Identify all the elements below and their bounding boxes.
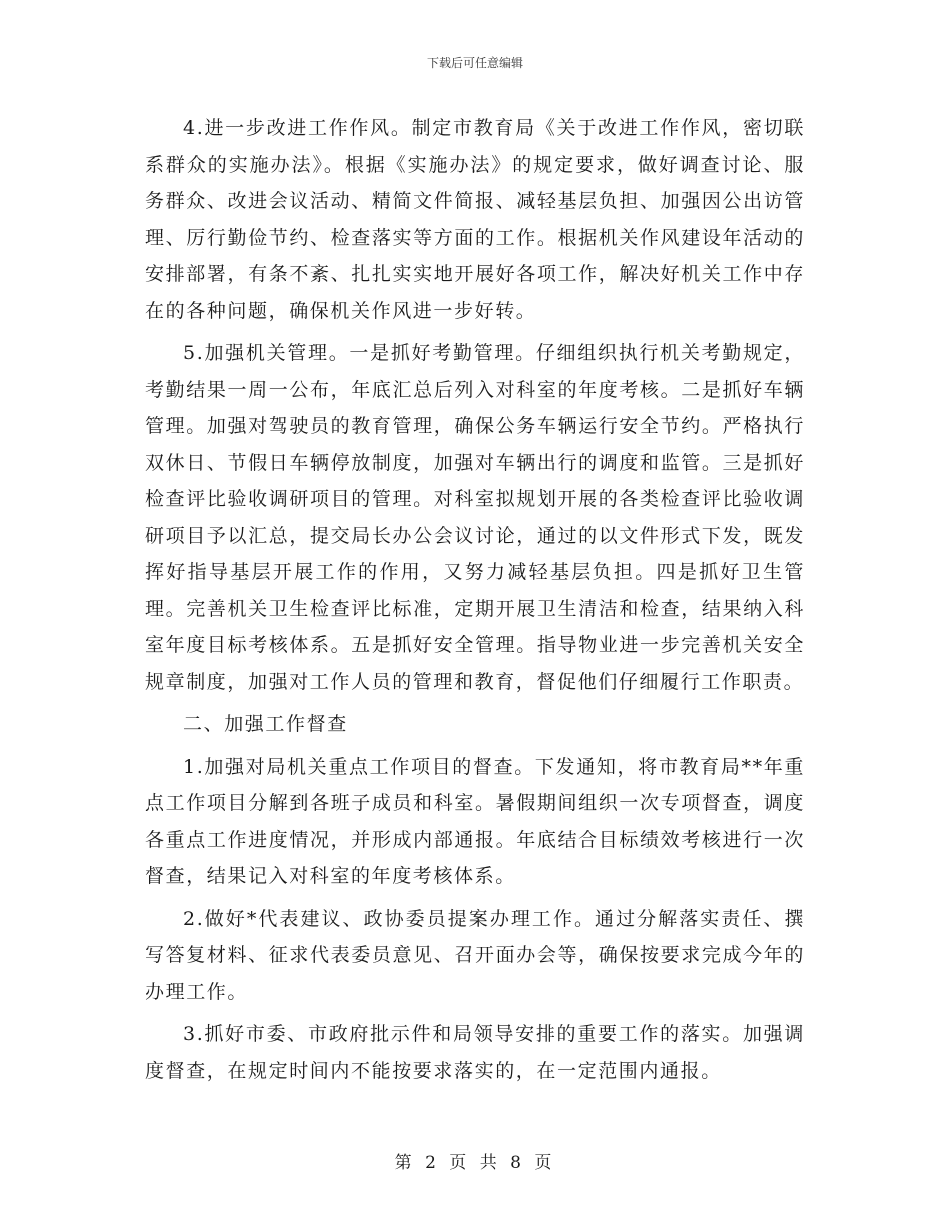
header-note: 下载后可任意编辑 bbox=[426, 56, 523, 70]
page-number: 第 2 页 共 8 页 bbox=[394, 1153, 556, 1173]
paragraph-improve-work-style: 4.进一步改进工作作风。制定市教育局《关于改进工作作风，密切联系群众的实施办法》。根据《实施办法》的规定要求，做好调查讨论、服务群众、改进会议活动、精简文件简报、减轻基层负担、加强因公出访管理、厉行勤俭节约、检查落实等方面的工作。根据机关作风建设年活动的安排部署，有条不紊、扎扎实实地开展好各项工作，解决好机关工作中存在的各种问题，确保机关作风进一步好转。 bbox=[145, 117, 805, 322]
section-heading-supervision: 二、加强工作督查 bbox=[183, 713, 348, 735]
document-body bbox=[145, 110, 805, 1095]
paragraph-instruction-implementation: 3.抓好市委、市政府批示件和局领导安排的重要工作的落实。加强调度督查，在规定时间内不能按要求落实的，在一定范围内通报。 bbox=[145, 1023, 805, 1082]
paragraph-proposal-handling: 2.做好*代表建议、政协委员提案办理工作。通过分解落实责任、撰写答复材料、征求代表委员意见、召开面办会等，确保按要求完成今年的办理工作。 bbox=[145, 907, 805, 1003]
paragraph-key-project-supervision: 1.加强对局机关重点工作项目的督查。下发通知，将市教育局**年重点工作项目分解到各班子成员和科室。暑假期间组织一次专项督查，调度各重点工作进度情况，并形成内部通报。年底结合目标绩效考核进行一次督查，结果记入对科室的年度考核体系。 bbox=[145, 755, 805, 887]
paragraph-strengthen-office-management: 5.加强机关管理。一是抓好考勤管理。仔细组织执行机关考勤规定，考勤结果一周一公布，年底汇总后列入对科室的年度考核。二是抓好车辆管理。加强对驾驶员的教育管理，确保公务车辆运行安全节约。严格执行双休日、节假日车辆停放制度，加强对车辆出行的调度和监管。三是抓好检查评比验收调研项目的管理。对科室拟规划开展的各类检查评比验收调研项目予以汇总，提交局长办公会议讨论，通过的以文件形式下发，既发挥好指导基层开展工作的作用，又努力减轻基层负担。四是抓好卫生管理。完善机关卫生检查评比标准，定期开展卫生清洁和检查，结果纳入科室年度目标考核体系。五是抓好安全管理。指导物业进一步完善机关安全规章制度，加强对工作人员的管理和教育，督促他们仔细履行工作职责。 bbox=[145, 342, 805, 693]
